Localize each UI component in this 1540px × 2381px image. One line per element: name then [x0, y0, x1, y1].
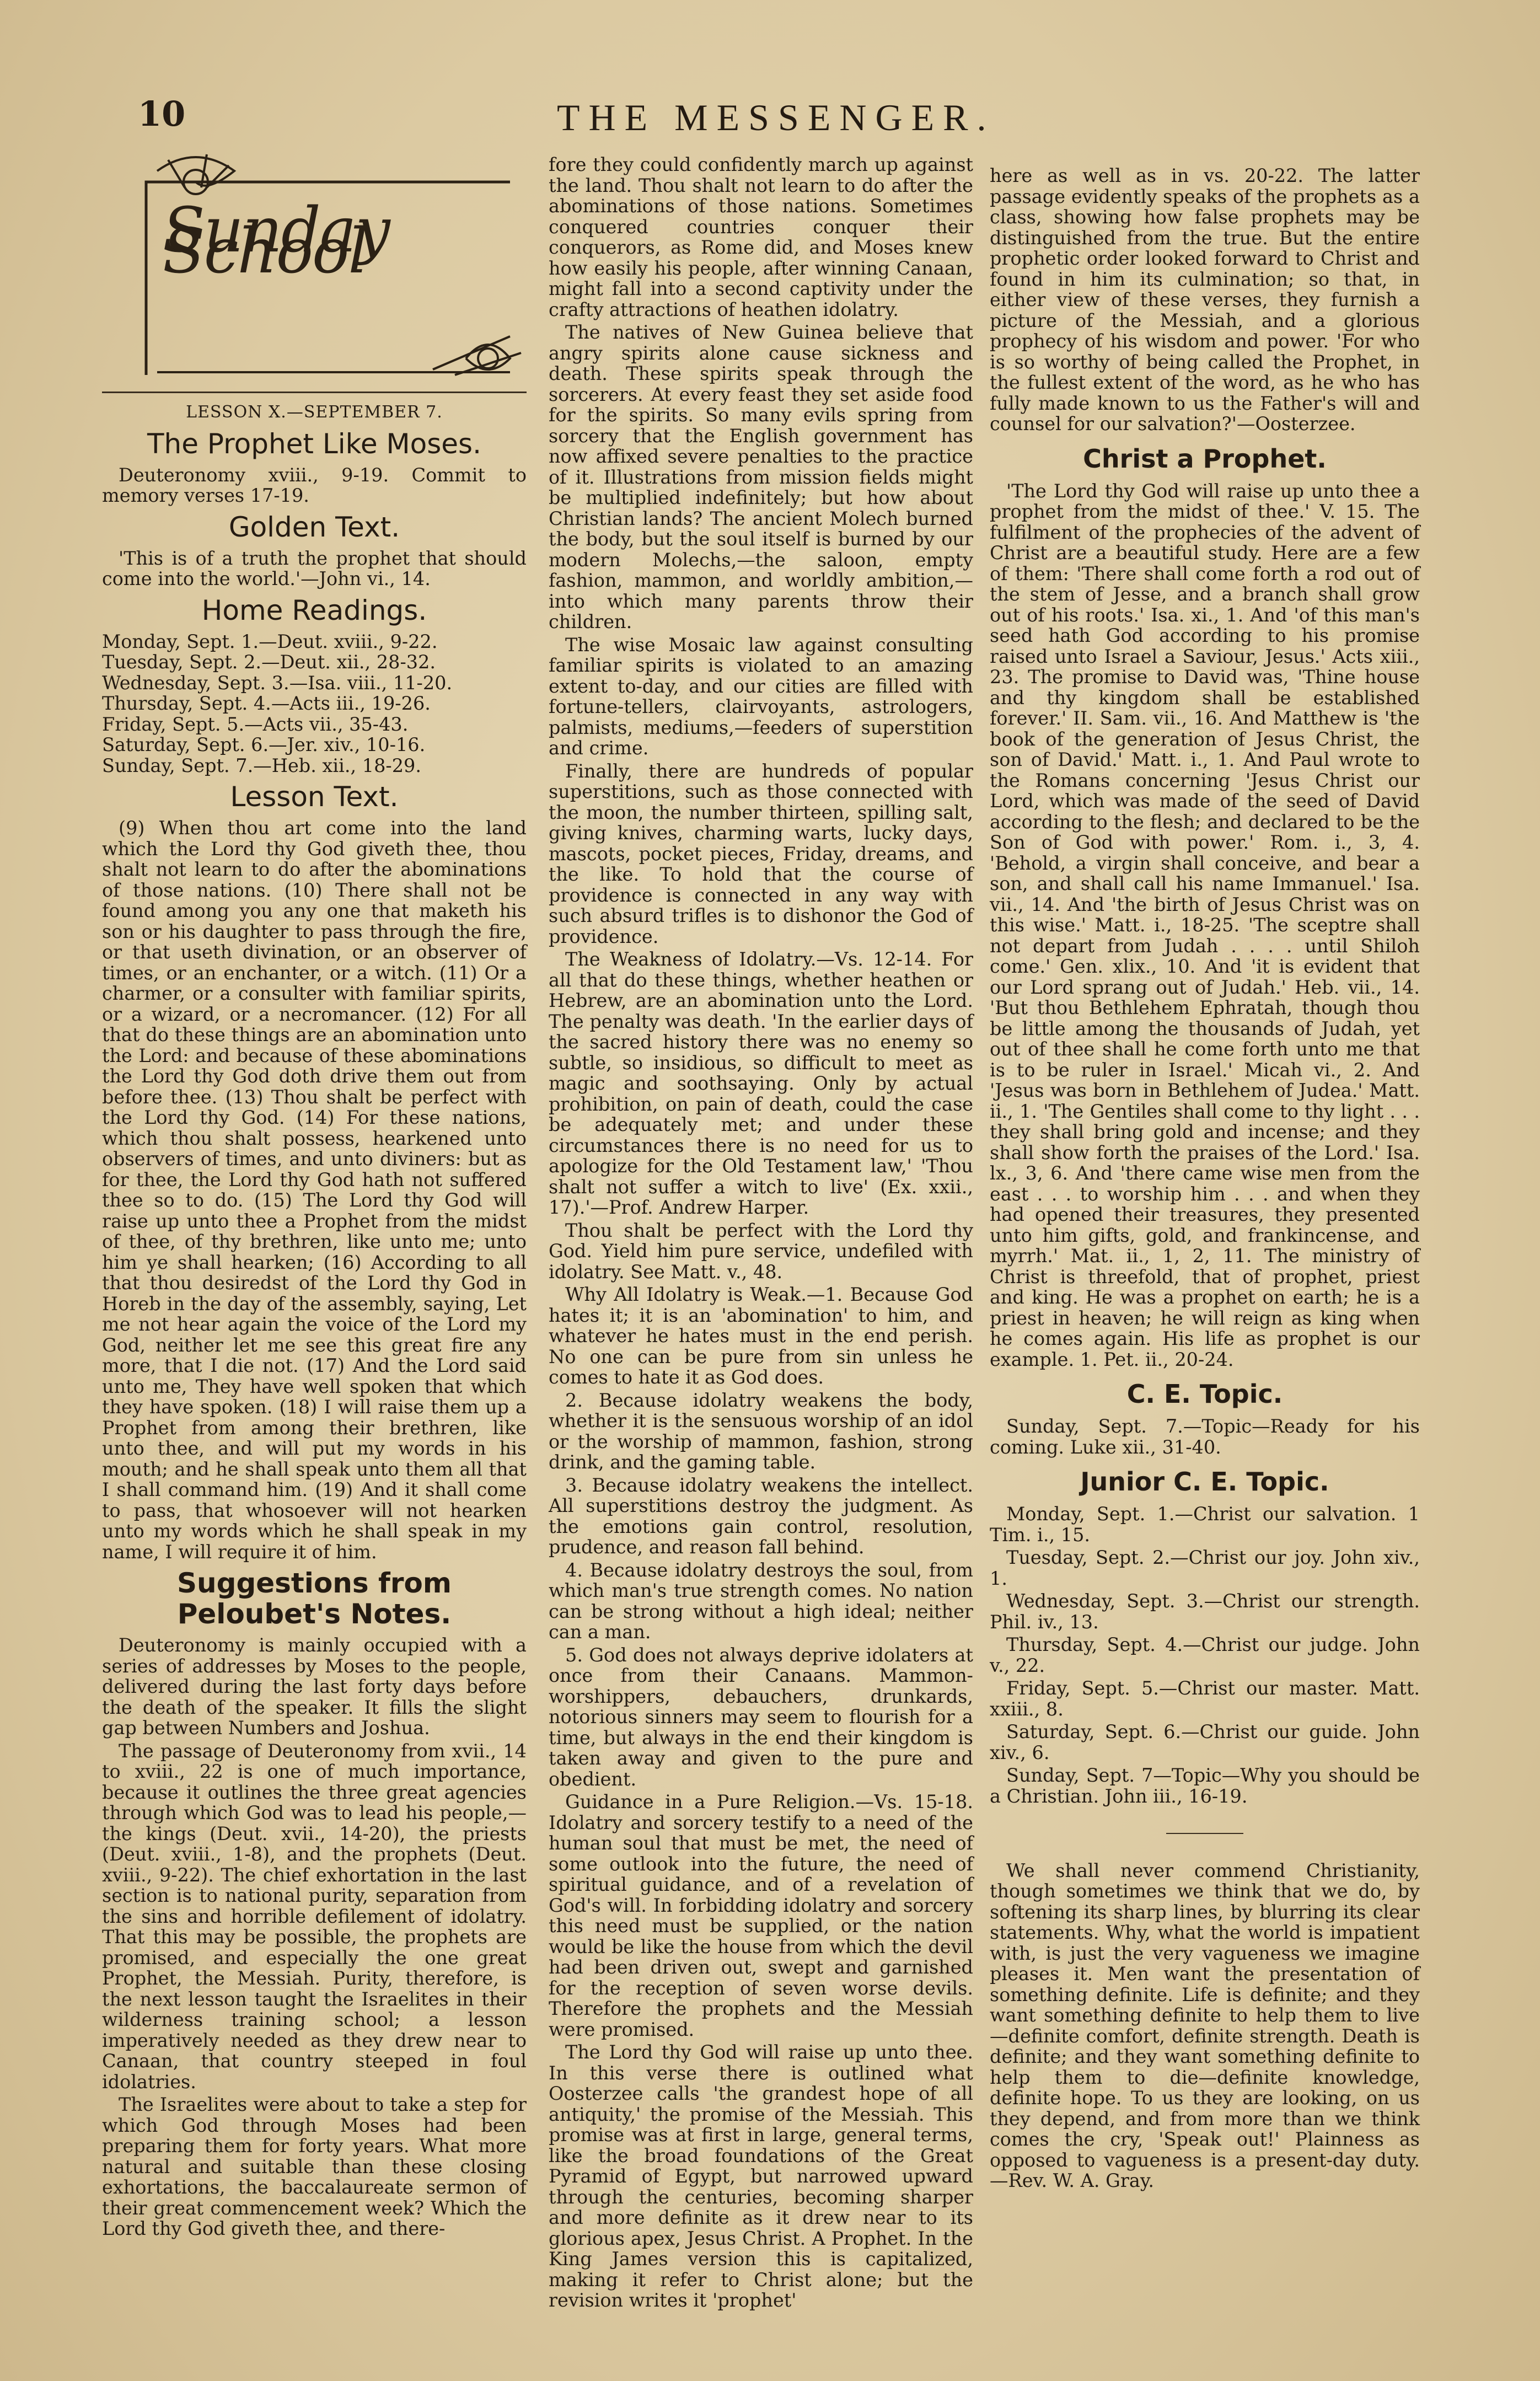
ce-topic-text: Sunday, Sept. 7.—Topic—Ready for his coming. Luke xii., 31-40.: [990, 1415, 1420, 1458]
lesson-text: (9) When thou art come into the land which the Lord thy God giveth thee, thou shalt not learn to do after the abominations of those nations. (10) There shall not be found among you any one that maketh his son or his daughter to pass through the fire, or that useth divination, or an observer of times, or an enchanter, or a witch. (11) Or a charmer, or a consulter with familiar spirits, or a wizard, or a necromancer. (12) For all that do these things are an abomination unto the Lord: and because of these abominations the Lord thy God doth drive them out from before thee. (13) Thou shalt be perfect with the Lord thy God. (14) For these nations, which thou shalt possess, hearkened unto observers of times, and unto diviners: but as for thee, the Lord thy God hath not suffered thee so to do. (15) The Lord thy God will raise up unto thee a Prophet from the midst of thee, of thy brethren, like unto me; unto him ye shall hearken; (16) According to all that thou desiredst of the Lord thy God in Horeb in the day of the assembly, saying, Let me not hear again the voice of the Lord my God, neither let me see this great fire any more, that I die not. (17) And the Lord said unto me, They have well spoken that which they have spoken. (18) I will raise them up a Prophet from among their brethren, like unto thee, and will put my words in his mouth; and he shall speak unto them all that I shall command him. (19) And it shall come to pass, that whosoever will not hearken unto my words which he shall speak in my name, I will require it of him.: [102, 817, 527, 1563]
reading-item: Sunday, Sept. 7.—Heb. xii., 18-29.: [102, 754, 422, 776]
suggestion-paragraph: The passage of Deuteronomy from xvii., 14 to xviii., 22 is one of much importance, because it outlines the three great agencies through which God was to lead his people,—the kings (Deut. xvii., 14-20), the priests (Deut. xviii., 1-8), and the prophets (Deut. xviii., 9-22). The chief exhortation in the last section is to national purity, separation from the sins and horrible defilement of idolatry. That this may be possible, the prophets are promised, and especially the one great Prophet, the Messiah. Purity, therefore, is the next lesson taught the Israelites in their wilderness training school; a lesson imperatively needed as they drew near to Canaan, that country steeped in foul idolatries.: [102, 1740, 527, 2093]
home-readings-heading: Home Readings.: [201, 594, 427, 626]
column-3: [990, 165, 1420, 2194]
reading-item: Thursday, Sept. 4.—Acts iii., 19-26.: [102, 693, 431, 714]
masthead-title: THE MESSENGER.: [557, 96, 995, 138]
lesson-text-heading: Lesson Text.: [230, 781, 399, 813]
golden-text: 'This is of a truth the prophet that should come into the world.'—John vi., 14.: [102, 547, 527, 589]
divider: [102, 392, 527, 393]
ce-topic-heading: C. E. Topic.: [1126, 1379, 1283, 1409]
suggestion-paragraph: The Israelites were about to take a step for which God through Moses had been preparing them for forty years. What more natural and suitable than these closing exhortations, the baccalaureate sermon of their great commencement week? Which the Lord thy God giveth thee, and there-: [102, 2094, 527, 2239]
page-number: 10: [138, 94, 186, 134]
reading-item: Friday, Sept. 5.—Acts vii., 35-43.: [102, 713, 409, 735]
paragraph: 3. Because idolatry weakens the intellect. All superstitions destroy the judgment. As the emotions gain control, resolution, prudence, and reason fall behind.: [549, 1474, 973, 1558]
ornament-divider: [990, 1823, 1420, 1844]
paragraph: The Weakness of Idolatry.—Vs. 12-14. For all that do these things, whether heathen or Hebrew, are an abomination unto the Lord. The penalty was death. 'In the earlier days of the sacred history there was no enemy so subtle, so insidious, so difficult to meet as magic and soothsaying. Only by actual prohibition, on pain of death, could the case be adequately met; and under these circumstances there is no need for us to apologize for the Old Testament law,' 'Thou shalt not suffer a witch to live' (Ex. xxii., 17).'—Prof. Andrew Harper.: [549, 948, 973, 1218]
page-header: [138, 94, 1423, 143]
lesson-heading: LESSON X.—SEPTEMBER 7.: [186, 403, 443, 422]
junior-topic-item: Wednesday, Sept. 3.—Christ our strength. Phil. iv., 13.: [990, 1590, 1420, 1633]
lesson-title: The Prophet Like Moses.: [147, 427, 481, 460]
sunday-school-logo: [124, 149, 532, 380]
junior-topic-item: Tuesday, Sept. 2.—Christ our joy. John xiv., 1.: [990, 1547, 1420, 1589]
junior-topic-item: Friday, Sept. 5.—Christ our master. Matt. xxiii., 8.: [990, 1677, 1420, 1720]
paragraph: Why All Idolatry is Weak.—1. Because God hates it; it is an 'abomination' to him, and whatever he hates must in the end perish. No one can be pure from sin unless he comes to hate it as God does.: [549, 1284, 973, 1388]
home-readings-list: [102, 631, 527, 776]
junior-ce-topic-heading: Junior C. E. Topic.: [1080, 1467, 1329, 1497]
paragraph: The wise Mosaic law against consulting familiar spirits is violated to an amazing extent to-day, and our cities are filled with fortune-tellers, clairvoyants, astrologers, palmists, mediums,—feeders of superstition and crime.: [549, 634, 973, 759]
junior-topic-item: Sunday, Sept. 7—Topic—Why you should be a Christian. John iii., 16-19.: [990, 1765, 1420, 1807]
paragraph: 'The Lord thy God will raise up unto thee a prophet from the midst of thee.' V. 15. The fulfilment of the prophecies of the advent of Christ are a beautiful study. Here are a few of them: 'There shall come forth a rod out of the stem of Jesse, and a branch shall grow out of his roots.' Isa. xi., 1. And 'of this man's seed hath God according to his promise raised unto Israel a Saviour, Jesus.' Acts xiii., 23. The promise to David was, 'Thine house and thy kingdom shall be established forever.' II. Sam. vii., 16. And Matthew is 'the book of the generation of Jesus Christ, the son of David.' Matt. i., 1. And Paul wrote to the Romans concerning 'Jesus Christ our Lord, which was made of the seed of David according to the flesh; and declared to be the Son of God with power.' Rom. i., 3, 4. 'Behold, a virgin shall conceive, and bear a son, and shall call his name Immanuel.' Isa. vii., 14. And 'the birth of Jesus Christ was on this wise.' Matt. i., 18-25. 'The sceptre shall not depart from Judah . . . . until Shiloh come.' Gen. xlix., 10. And 'it is evident that our Lord sprang out of Judah.' Heb. vii., 14. 'But thou Bethlehem Ephratah, though thou be little among the thousands of Judah, yet out of thee shall he come forth unto me that is to be ruler in Israel.' Micah vi., 2. And 'Jesus was born in Bethlehem of Judea.' Matt. ii., 1. 'The Gentiles shall come to thy light . . . they shall bring gold and incense; and they shall show forth the praises of the Lord.' Isa. lx., 3, 6. And 'there came wise men from the east . . . to worship him . . . and when they had opened their treasures, they presented unto him gifts, gold, and frankincense, and myrrh.' Mat. ii., 1, 2, 11. The ministry of Christ is threefold, that of prophet, priest and king. He was a prophet on earth; he is a priest in heaven; he will reign as king when he comes again. His life as prophet is our example. 1. Pet. ii., 20-24.: [990, 480, 1420, 1370]
paragraph: 5. God does not always deprive idolaters at once from their Canaans. Mammon-worshippers, debauchers, drunkards, notorious sinners may seem to flourish for a time, but always in the end their kingdom is taken away and given to the pure and obedient.: [549, 1644, 973, 1790]
reading-item: Monday, Sept. 1.—Deut. xviii., 9-22.: [102, 630, 438, 652]
logo-text: Sunday School: [163, 195, 389, 287]
paragraph: The natives of New Guinea believe that angry spirits alone cause sickness and death. These spirits speak through the sorcerers. At every feast they set aside food for the spirits. So many evils spring from sorcery that the English government has now affixed severe penalties to the practice of it. Illustrations from mission fields might be multiplied indefinitely; but how about Christian lands? The ancient Molech burned the body, but the soul itself is burned by our modern Molechs,—the saloon, empty fashion, mammon, and worldly ambition,—into which many parents throw their children.: [549, 321, 973, 632]
reading-item: Wednesday, Sept. 3.—Isa. viii., 11-20.: [102, 672, 453, 694]
reading-item: Tuesday, Sept. 2.—Deut. xii., 28-32.: [102, 651, 436, 673]
column-1: [102, 149, 527, 2241]
junior-topic-item: Thursday, Sept. 4.—Christ our judge. John v., 22.: [990, 1634, 1420, 1676]
paragraph: 2. Because idolatry weakens the body, whether it is the sensuous worship of an idol or the worship of mammon, fashion, strong drink, and the gaming table.: [549, 1389, 973, 1473]
paragraph: fore they could confidently march up against the land. Thou shalt not learn to do after the abominations of those nations. Sometimes conquered countries conquer their conquerors, as Rome did, and Moses knew how easily his people, after winning Canaan, might fall into a second captivity under the crafty attractions of heathen idolatry.: [549, 154, 973, 320]
suggestions-heading: Suggestions from Peloubet's Notes.: [177, 1567, 452, 1630]
paragraph: Finally, there are hundreds of popular superstitions, such as those connected with the moon, the number thirteen, spilling salt, giving knives, charming warts, lucky days, mascots, pocket pieces, Friday, dreams, and the like. To hold that the course of providence is connected in any way with such absurd trifles is to dishonor the God of providence.: [549, 760, 973, 947]
paragraph: here as well as in vs. 20-22. The latter passage evidently speaks of the prophets as a class, showing how false prophets may be distinguished from the true. But the entire prophetic order looked forward to Christ and found in him its culmination; so that, in either view of these verses, they furnish a picture of the Messiah, and a glorious prophecy of his wisdom and power. 'For who is so worthy of being called the Prophet, in the fullest extent of the word, as he who has fully made known to us the Father's will and counsel for our salvation?'—Oosterzee.: [990, 165, 1420, 435]
junior-topic-item: Saturday, Sept. 6.—Christ our guide. John xiv., 6.: [990, 1721, 1420, 1763]
paragraph: 4. Because idolatry destroys the soul, from which man's true strength comes. No nation can be strong without a high ideal; neither can a man.: [549, 1559, 973, 1643]
column-2: [549, 154, 973, 2313]
reading-item: Saturday, Sept. 6.—Jer. xiv., 10-16.: [102, 734, 426, 755]
paragraph: Thou shalt be perfect with the Lord thy God. Yield him pure service, undefiled with idolatry. See Matt. v., 48.: [549, 1219, 973, 1283]
closing-paragraph: We shall never commend Christianity, though sometimes we think that we do, by softening its sharp lines, by blurring its clear statements. Why, what the world is impatient with, is just the very vagueness we imagine pleases it. Men want the presentation of something definite. Life is definite; and they want something definite to help them to live—definite comfort, definite strength. Death is definite; and they want something definite to help them to die—definite knowledge, definite hope. To us they are looking, on us they depend, and from more than we think comes the cry, 'Speak out!' Plainness as opposed to vagueness is a present-day duty.—Rev. W. A. Gray.: [990, 1859, 1420, 2191]
suggestion-paragraph: Deuteronomy is mainly occupied with a series of addresses by Moses to the people, delivered during the last forty days before the death of the speaker. It fills the slight gap between Numbers and Joshua.: [102, 1634, 527, 1739]
junior-topic-item: Monday, Sept. 1.—Christ our salvation. 1 Tim. i., 15.: [990, 1503, 1420, 1546]
commit-text: Deuteronomy xviii., 9-19. Commit to memory verses 17-19.: [102, 464, 527, 506]
paragraph: Guidance in a Pure Religion.—Vs. 15-18. Idolatry and sorcery testify to a need of the human soul that must be met, the need of some outlook into the future, the need of spiritual guidance, and of a revelation of God's will. In forbidding idolatry and sorcery this need must be supplied, or the nation would be like the house from which the devil had been driven out, swept and garnished for the reception of seven worse devils. Therefore the prophets and the Messiah were promised.: [549, 1791, 973, 2040]
golden-text-heading: Golden Text.: [228, 511, 400, 543]
christ-prophet-heading: Christ a Prophet.: [1083, 443, 1327, 474]
paragraph: The Lord thy God will raise up unto thee. In this verse there is outlined what Oosterzee calls 'the grandest hope of all antiquity,' the promise of the Messiah. This promise was at first in large, general terms, like the broad foundations of the Great Pyramid of Egypt, but narrowed upward through the centuries, becoming sharper and more definite as it drew near to its glorious apex, Jesus Christ. A Prophet. In the King James version this is capitalized, making it refer to Christ alone; but the revision writes it 'prophet': [549, 2041, 973, 2311]
